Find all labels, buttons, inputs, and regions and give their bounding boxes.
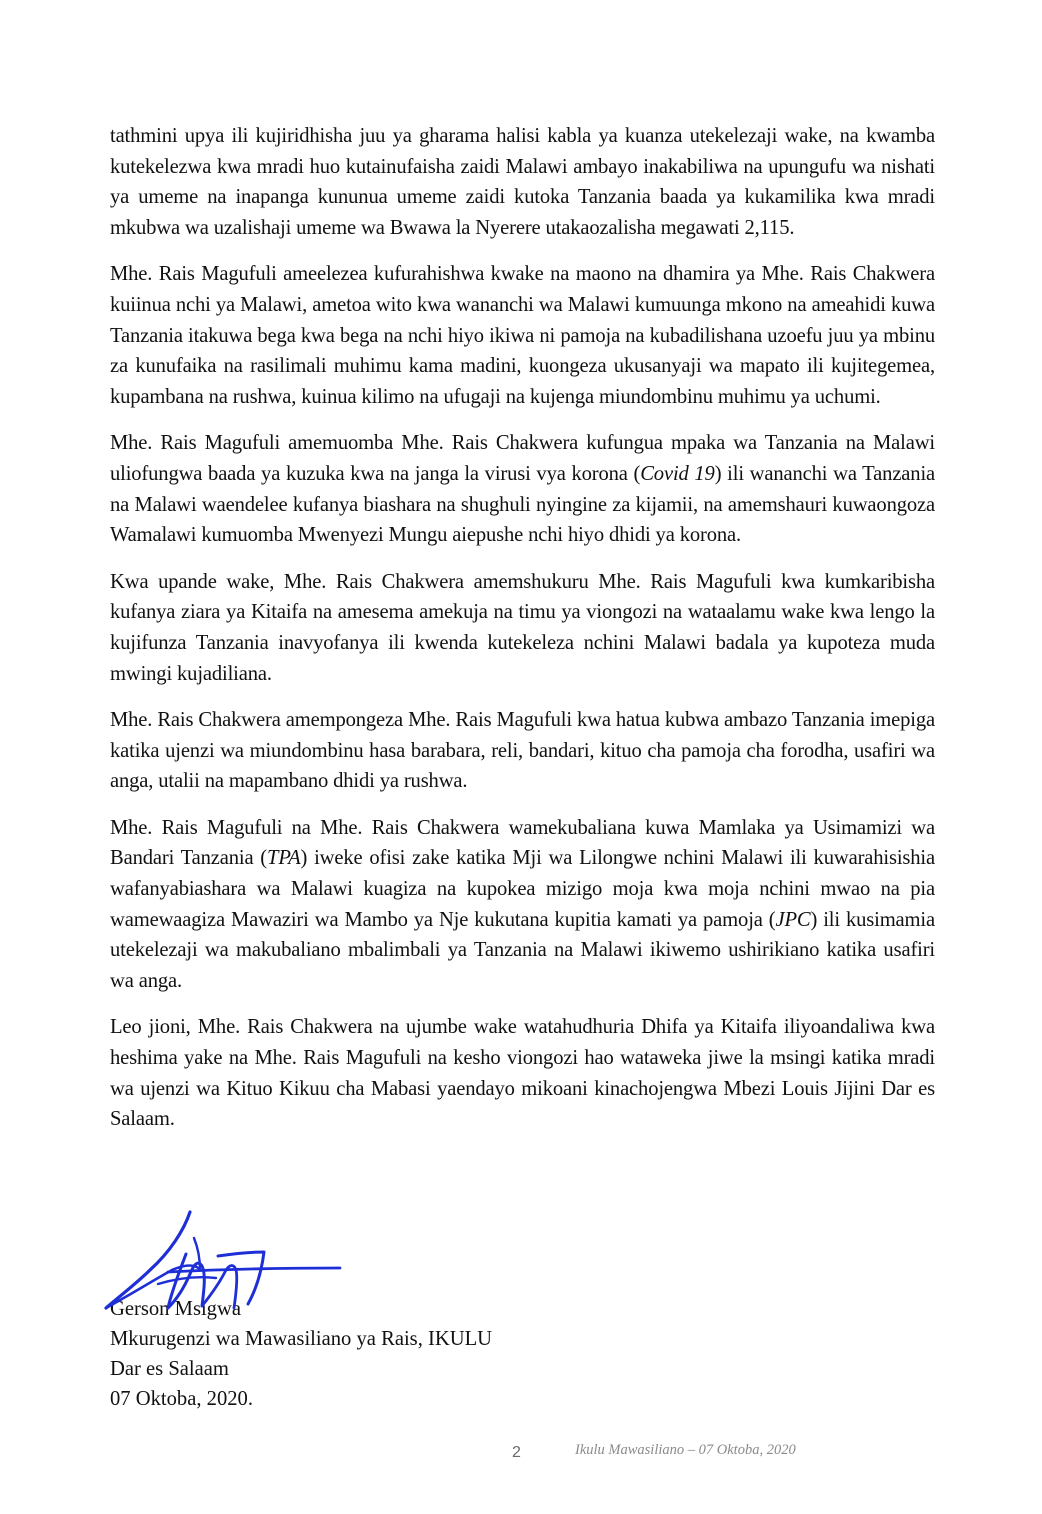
emphasis-tpa: TPA — [267, 847, 301, 870]
paragraph-text: ) ili wananchi wa Tanzania na Malawi waendelee kufanya biashara na shughuli nyingine za kijamii, na amemshauri kuwaongoza Wamalawi kumuomba Mwenyezi Mungu aiepushe nchi hiyo dhidi ya korona. — [110, 462, 936, 547]
emphasis-jpc: JPC — [775, 908, 811, 931]
signatory-name: Gerson Msigwa — [110, 1298, 241, 1320]
document-date: 07 Oktoba, 2020. — [110, 1388, 253, 1410]
paragraph-text: tathmini upya ili kujiridhisha juu ya gharama halisi kabla ya kuanza utekelezaji wake, na kwamba kutekelezwa kwa mradi huo kutainufaisha zaidi Malawi ambayo inakabiliwa na upungufu wa nishati ya umeme na inapanga kununua umeme zaidi kutoka Tanzania baada ya kukamilika kwa mradi mkubwa wa uzalishaji umeme wa Bwawa la Nyerere utakaozalisha megawati 2,115. — [110, 125, 935, 239]
signatory-location: Dar es Salaam — [110, 1358, 229, 1380]
paragraph-text: Leo jioni, Mhe. Rais Chakwera na ujumbe wake watahudhuria Dhifa ya Kitaifa iliyoandaliwa kwa heshima yake na Mhe. Rais Magufuli na kesho viongozi hao wataweka jiwe la msingi katika mradi wa ujenzi wa Kituo Kikuu cha Mabasi yaendayo mikoani kinachojengwa Mbezi Louis Jijini Dar es Salaam. — [110, 1016, 935, 1131]
emphasis-covid: Covid 19 — [640, 462, 715, 485]
paragraph-text: ) ili kusimamia utekelezaji wa makubaliano mbalimbali ya Tanzania na Malawi ikiwemo ushirikiano katika usafiri wa anga. — [110, 908, 935, 992]
signatory-title: Mkurugenzi wa Mawasiliano ya Rais, IKULU — [110, 1328, 493, 1350]
paragraph — [110, 813, 935, 997]
paragraph — [110, 428, 935, 550]
signature-block — [110, 1294, 670, 1414]
paragraph-text: ) iweke ofisi zake katika Mji wa Lilongwe nchini Malawi ili kuwarahisishia wafanyabiashara wa Malawi kuagiza na kupokea mizigo moja kwa moja nchini mwao na pia wamewaagiza Mawaziri wa Mambo ya Nje kukutana kupitia kamati ya pamoja ( — [110, 847, 935, 931]
paragraph-text: Mhe. Rais Chakwera amempongeza Mhe. Rais Magufuli kwa hatua kubwa ambazo Tanzania imepiga katika ujenzi wa miundombinu hasa barabara, reli, bandari, kituo cha pamoja cha forodha, usafiri wa anga, utalii na mapambano dhidi ya rushwa. — [110, 709, 935, 793]
paragraph — [110, 259, 935, 412]
paragraph — [110, 705, 935, 797]
paragraph-text: Mhe. Rais Magufuli amemuomba Mhe. Rais Chakwera kufungua mpaka wa Tanzania na Malawi uliofungwa baada ya kuzuka kwa na janga la virusi vya korona ( — [110, 432, 935, 485]
paragraph — [110, 1012, 935, 1134]
paragraph-text: Mhe. Rais Magufuli ameelezea kufurahishwa kwake na maono na dhamira ya Mhe. Rais Chakwera kuiinua nchi ya Malawi, ametoa wito kwa wananchi wa Malawi kumuunga mkono na ameahidi kuwa Tanzania itakuwa bega kwa bega na nchi hiyo ikiwa ni pamoja na kubadilishana uzoefu juu ya mbinu za kunufaika na rasilimali muhimu kama madini, kuongeza ukusanyaji wa mapato ili kujitegemea, kupambana na rushwa, kuinua kilimo na ufugaji na kujenga miundombinu muhimu ya uchumi. — [110, 263, 935, 408]
footer-note: Ikulu Mawasiliano – 07 Oktoba, 2020 — [575, 1442, 796, 1458]
paragraph-text: Kwa upande wake, Mhe. Rais Chakwera amemshukuru Mhe. Rais Magufuli kwa kumkaribisha kufanya ziara ya Kitaifa na amesema amekuja na timu ya viongozi na wataalamu wake kwa lengo la kujifunza Tanzania inavyofanya ili kwenda kutekeleza nchini Malawi badala ya kupoteza muda mwingi kujadiliana. — [110, 570, 935, 685]
document-body — [110, 121, 935, 1151]
paragraph — [110, 567, 935, 689]
paragraph-text: Mhe. Rais Magufuli na Mhe. Rais Chakwera wamekubaliana kuwa Mamlaka ya Usimamizi wa Bandari Tanzania ( — [110, 816, 935, 870]
page-number: 2 — [512, 1444, 521, 1461]
paragraph — [110, 121, 935, 243]
